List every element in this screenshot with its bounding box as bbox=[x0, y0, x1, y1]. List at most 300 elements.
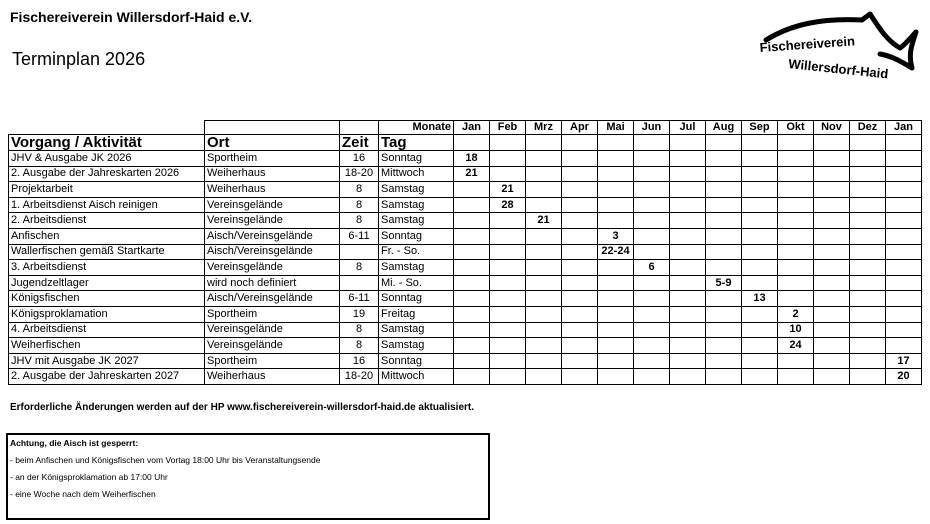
cell-month-date bbox=[886, 306, 922, 322]
cell-month-date bbox=[562, 182, 598, 198]
page-title: Terminplan 2026 bbox=[12, 49, 146, 69]
cell-month-date bbox=[850, 228, 886, 244]
cell-ort: Sportheim bbox=[205, 151, 340, 167]
cell-month-date bbox=[814, 353, 850, 369]
cell-ort: Weiherhaus bbox=[205, 369, 340, 385]
cell-month-date: 2 bbox=[778, 306, 814, 322]
cell-month-date bbox=[850, 369, 886, 385]
cell-month-date bbox=[526, 151, 562, 167]
cell-month-date bbox=[670, 369, 706, 385]
fish-logo-icon bbox=[752, 6, 922, 84]
cell-month-date bbox=[814, 260, 850, 276]
cell-vorgang: Weiherfischen bbox=[9, 338, 205, 354]
cell-month-date bbox=[886, 260, 922, 276]
cell-month-date bbox=[814, 151, 850, 167]
cell-month-date bbox=[778, 151, 814, 167]
cell-month-date bbox=[526, 166, 562, 182]
table-row bbox=[9, 291, 922, 307]
cell-month-date bbox=[562, 306, 598, 322]
cell-month-date bbox=[778, 353, 814, 369]
cell-month-date bbox=[742, 151, 778, 167]
cell-month-date bbox=[886, 228, 922, 244]
cell-month-date bbox=[634, 338, 670, 354]
cell-month-date bbox=[814, 166, 850, 182]
table-row bbox=[9, 166, 922, 182]
cell-ort: Weiherhaus bbox=[205, 182, 340, 198]
cell-month-date bbox=[562, 244, 598, 260]
cell-month-date bbox=[670, 213, 706, 229]
cell-month-date bbox=[814, 369, 850, 385]
cell-vorgang: JHV & Ausgabe JK 2026 bbox=[9, 151, 205, 167]
blank-cell bbox=[850, 135, 886, 151]
cell-month-date bbox=[814, 244, 850, 260]
logo-text-line2: Willersdorf-Haid bbox=[787, 56, 889, 82]
cell-month-date bbox=[742, 369, 778, 385]
cell-month-date bbox=[634, 182, 670, 198]
cell-month-date bbox=[814, 322, 850, 338]
cell-month-date bbox=[526, 306, 562, 322]
notice-heading: Achtung, die Aisch ist gesperrt: bbox=[10, 438, 139, 448]
cell-month-date bbox=[670, 166, 706, 182]
cell-tag: Samstag bbox=[379, 182, 454, 198]
cell-month-date bbox=[778, 244, 814, 260]
cell-tag: Sonntag bbox=[379, 291, 454, 307]
cell-month-date bbox=[778, 369, 814, 385]
cell-month-date bbox=[778, 213, 814, 229]
cell-month-date bbox=[742, 166, 778, 182]
cell-month-date bbox=[598, 322, 634, 338]
cell-month-date bbox=[706, 151, 742, 167]
cell-month-date bbox=[850, 353, 886, 369]
cell-month-date bbox=[526, 228, 562, 244]
cell-zeit: 19 bbox=[340, 306, 379, 322]
cell-month-date bbox=[634, 275, 670, 291]
blank-cell bbox=[205, 121, 340, 135]
cell-zeit: 16 bbox=[340, 353, 379, 369]
table-row bbox=[9, 182, 922, 198]
cell-month-date bbox=[850, 197, 886, 213]
cell-month-date bbox=[490, 166, 526, 182]
table-row bbox=[9, 322, 922, 338]
cell-month-date bbox=[490, 338, 526, 354]
cell-month-date bbox=[454, 306, 490, 322]
cell-month-date bbox=[742, 182, 778, 198]
cell-month-date bbox=[562, 151, 598, 167]
cell-month-date bbox=[778, 228, 814, 244]
cell-month-date bbox=[886, 244, 922, 260]
table-row bbox=[9, 369, 922, 385]
cell-ort: Vereinsgelände bbox=[205, 213, 340, 229]
cell-vorgang: 2. Ausgabe der Jahreskarten 2027 bbox=[9, 369, 205, 385]
cell-month-date bbox=[742, 260, 778, 276]
header-row-months bbox=[9, 121, 922, 135]
cell-month-date bbox=[742, 228, 778, 244]
cell-month-date bbox=[742, 275, 778, 291]
cell-month-date bbox=[670, 338, 706, 354]
cell-month-date: 17 bbox=[886, 353, 922, 369]
cell-month-date bbox=[562, 291, 598, 307]
cell-month-date bbox=[850, 291, 886, 307]
cell-tag: Samstag bbox=[379, 197, 454, 213]
cell-zeit: 8 bbox=[340, 338, 379, 354]
blank-cell bbox=[454, 135, 490, 151]
cell-zeit: 8 bbox=[340, 197, 379, 213]
cell-month-date bbox=[778, 291, 814, 307]
cell-month-date bbox=[454, 338, 490, 354]
cell-month-date bbox=[850, 275, 886, 291]
cell-month-date bbox=[490, 369, 526, 385]
cell-month-date bbox=[706, 166, 742, 182]
cell-month-date bbox=[886, 197, 922, 213]
cell-month-date bbox=[490, 306, 526, 322]
cell-month-date bbox=[454, 260, 490, 276]
cell-zeit: 18-20 bbox=[340, 369, 379, 385]
cell-month-date bbox=[598, 213, 634, 229]
cell-month-date: 21 bbox=[490, 182, 526, 198]
cell-month-date bbox=[598, 260, 634, 276]
cell-month-date bbox=[778, 182, 814, 198]
cell-month-date bbox=[634, 213, 670, 229]
cell-month-date bbox=[634, 369, 670, 385]
cell-month-date: 22-24 bbox=[598, 244, 634, 260]
cell-vorgang: Königsfischen bbox=[9, 291, 205, 307]
cell-month-date bbox=[670, 306, 706, 322]
footer-note: Erforderliche Änderungen werden auf der HP www.fischereiverein-willersdorf-haid.de aktualisiert. bbox=[10, 402, 475, 413]
column-header-zeit: Zeit bbox=[340, 135, 379, 151]
cell-month-date: 10 bbox=[778, 322, 814, 338]
cell-month-date bbox=[850, 260, 886, 276]
cell-zeit bbox=[340, 244, 379, 260]
table-row bbox=[9, 244, 922, 260]
blank-cell bbox=[490, 135, 526, 151]
table-row bbox=[9, 353, 922, 369]
blank-cell bbox=[778, 135, 814, 151]
cell-month-date bbox=[634, 166, 670, 182]
cell-vorgang: Anfischen bbox=[9, 228, 205, 244]
cell-ort: Vereinsgelände bbox=[205, 322, 340, 338]
month-header: Okt bbox=[778, 121, 814, 135]
column-header-ort: Ort bbox=[205, 135, 340, 151]
month-header: Sep bbox=[742, 121, 778, 135]
cell-month-date bbox=[706, 260, 742, 276]
column-header-vorgang: Vorgang / Aktivität bbox=[9, 135, 205, 151]
cell-month-date bbox=[526, 182, 562, 198]
cell-month-date bbox=[886, 151, 922, 167]
cell-month-date bbox=[670, 322, 706, 338]
cell-month-date bbox=[670, 260, 706, 276]
cell-month-date bbox=[598, 291, 634, 307]
cell-ort: wird noch definiert bbox=[205, 275, 340, 291]
cell-zeit: 6-11 bbox=[340, 291, 379, 307]
cell-tag: Fr. - So. bbox=[379, 244, 454, 260]
cell-month-date bbox=[562, 369, 598, 385]
cell-month-date bbox=[670, 151, 706, 167]
cell-month-date bbox=[634, 228, 670, 244]
cell-month-date bbox=[490, 151, 526, 167]
month-header: Nov bbox=[814, 121, 850, 135]
cell-zeit: 18-20 bbox=[340, 166, 379, 182]
cell-tag: Freitag bbox=[379, 306, 454, 322]
cell-zeit: 8 bbox=[340, 182, 379, 198]
cell-month-date bbox=[526, 322, 562, 338]
cell-vorgang: 2. Arbeitsdienst bbox=[9, 213, 205, 229]
cell-month-date bbox=[526, 244, 562, 260]
notice-item: - an der Königsproklamation ab 17:00 Uhr bbox=[10, 472, 168, 482]
cell-zeit bbox=[340, 275, 379, 291]
cell-month-date bbox=[742, 353, 778, 369]
cell-month-date: 18 bbox=[454, 151, 490, 167]
header-row-columns bbox=[9, 135, 922, 151]
logo-text-line1: Fischereiverein bbox=[759, 33, 856, 55]
cell-month-date bbox=[886, 213, 922, 229]
cell-month-date bbox=[634, 306, 670, 322]
cell-tag: Samstag bbox=[379, 322, 454, 338]
cell-month-date bbox=[562, 260, 598, 276]
cell-month-date bbox=[706, 338, 742, 354]
cell-month-date bbox=[850, 338, 886, 354]
cell-tag: Mittwoch bbox=[379, 166, 454, 182]
cell-month-date bbox=[706, 228, 742, 244]
cell-month-date bbox=[490, 275, 526, 291]
cell-month-date bbox=[598, 369, 634, 385]
cell-month-date bbox=[814, 197, 850, 213]
cell-month-date: 13 bbox=[742, 291, 778, 307]
cell-month-date bbox=[778, 260, 814, 276]
cell-month-date bbox=[562, 166, 598, 182]
cell-month-date bbox=[634, 291, 670, 307]
cell-month-date bbox=[814, 213, 850, 229]
cell-month-date bbox=[742, 322, 778, 338]
cell-month-date bbox=[706, 369, 742, 385]
club-logo bbox=[752, 6, 922, 84]
cell-month-date bbox=[634, 353, 670, 369]
cell-month-date bbox=[562, 338, 598, 354]
cell-month-date bbox=[850, 306, 886, 322]
cell-month-date bbox=[598, 338, 634, 354]
cell-month-date bbox=[742, 306, 778, 322]
cell-tag: Mi. - So. bbox=[379, 275, 454, 291]
cell-month-date bbox=[634, 151, 670, 167]
cell-month-date bbox=[670, 353, 706, 369]
cell-zeit: 6-11 bbox=[340, 228, 379, 244]
cell-month-date bbox=[634, 244, 670, 260]
cell-month-date bbox=[670, 228, 706, 244]
cell-month-date bbox=[598, 151, 634, 167]
month-header: Jan bbox=[886, 121, 922, 135]
month-header: Jul bbox=[670, 121, 706, 135]
cell-tag: Samstag bbox=[379, 260, 454, 276]
month-header: Mrz bbox=[526, 121, 562, 135]
cell-month-date bbox=[706, 322, 742, 338]
cell-month-date bbox=[634, 322, 670, 338]
cell-month-date bbox=[850, 213, 886, 229]
notice-item: - eine Woche nach dem Weiherfischen bbox=[10, 489, 156, 499]
cell-month-date bbox=[454, 244, 490, 260]
cell-month-date bbox=[598, 197, 634, 213]
cell-month-date bbox=[526, 197, 562, 213]
cell-ort: Vereinsgelände bbox=[205, 338, 340, 354]
cell-month-date bbox=[850, 182, 886, 198]
cell-zeit: 8 bbox=[340, 322, 379, 338]
cell-month-date: 28 bbox=[490, 197, 526, 213]
cell-month-date bbox=[742, 244, 778, 260]
cell-month-date bbox=[706, 291, 742, 307]
cell-month-date bbox=[454, 275, 490, 291]
cell-vorgang: 4. Arbeitsdienst bbox=[9, 322, 205, 338]
cell-tag: Mittwoch bbox=[379, 369, 454, 385]
cell-vorgang: 1. Arbeitsdienst Aisch reinigen bbox=[9, 197, 205, 213]
cell-month-date bbox=[526, 353, 562, 369]
cell-month-date bbox=[598, 353, 634, 369]
cell-month-date bbox=[886, 338, 922, 354]
cell-month-date bbox=[814, 275, 850, 291]
cell-month-date bbox=[814, 306, 850, 322]
cell-vorgang: 2. Ausgabe der Jahreskarten 2026 bbox=[9, 166, 205, 182]
cell-month-date bbox=[598, 275, 634, 291]
cell-vorgang: Jugendzeltlager bbox=[9, 275, 205, 291]
blank-cell bbox=[562, 135, 598, 151]
cell-month-date bbox=[706, 197, 742, 213]
blank-cell bbox=[670, 135, 706, 151]
cell-tag: Samstag bbox=[379, 213, 454, 229]
cell-month-date bbox=[670, 291, 706, 307]
table-row bbox=[9, 275, 922, 291]
cell-month-date bbox=[526, 338, 562, 354]
cell-zeit: 8 bbox=[340, 260, 379, 276]
cell-month-date bbox=[670, 182, 706, 198]
cell-month-date bbox=[706, 182, 742, 198]
cell-month-date bbox=[706, 353, 742, 369]
cell-month-date bbox=[850, 166, 886, 182]
cell-month-date bbox=[886, 322, 922, 338]
cell-month-date bbox=[598, 182, 634, 198]
cell-month-date bbox=[598, 166, 634, 182]
club-name: Fischereiverein Willersdorf-Haid e.V. bbox=[10, 9, 253, 25]
cell-month-date bbox=[814, 182, 850, 198]
month-header: Jun bbox=[634, 121, 670, 135]
cell-month-date bbox=[562, 275, 598, 291]
cell-ort: Weiherhaus bbox=[205, 166, 340, 182]
month-header: Apr bbox=[562, 121, 598, 135]
blank-cell bbox=[742, 135, 778, 151]
month-header: Mai bbox=[598, 121, 634, 135]
blank-cell bbox=[9, 121, 205, 135]
table-row bbox=[9, 151, 922, 167]
blank-cell bbox=[886, 135, 922, 151]
cell-month-date bbox=[814, 338, 850, 354]
blank-cell bbox=[706, 135, 742, 151]
blank-cell bbox=[526, 135, 562, 151]
table-row bbox=[9, 306, 922, 322]
cell-month-date bbox=[814, 228, 850, 244]
cell-tag: Sonntag bbox=[379, 151, 454, 167]
cell-vorgang: Königsproklamation bbox=[9, 306, 205, 322]
cell-month-date bbox=[562, 228, 598, 244]
table-row bbox=[9, 213, 922, 229]
cell-ort: Aisch/Vereinsgelände bbox=[205, 244, 340, 260]
cell-month-date bbox=[454, 228, 490, 244]
cell-month-date: 24 bbox=[778, 338, 814, 354]
cell-vorgang: Wallerfischen gemäß Startkarte bbox=[9, 244, 205, 260]
table-row bbox=[9, 338, 922, 354]
cell-month-date bbox=[778, 275, 814, 291]
cell-tag: Sonntag bbox=[379, 353, 454, 369]
month-header: Feb bbox=[490, 121, 526, 135]
cell-month-date bbox=[886, 275, 922, 291]
cell-month-date bbox=[886, 182, 922, 198]
cell-vorgang: JHV mit Ausgabe JK 2027 bbox=[9, 353, 205, 369]
table-row bbox=[9, 260, 922, 276]
cell-month-date bbox=[562, 213, 598, 229]
cell-month-date bbox=[778, 166, 814, 182]
cell-month-date bbox=[706, 213, 742, 229]
month-header: Aug bbox=[706, 121, 742, 135]
column-header-tag: Tag bbox=[379, 135, 454, 151]
cell-tag: Sonntag bbox=[379, 228, 454, 244]
cell-zeit: 8 bbox=[340, 213, 379, 229]
cell-month-date bbox=[454, 291, 490, 307]
cell-month-date bbox=[706, 244, 742, 260]
blank-cell bbox=[340, 121, 379, 135]
cell-ort: Aisch/Vereinsgelände bbox=[205, 228, 340, 244]
cell-month-date bbox=[670, 275, 706, 291]
schedule-table bbox=[8, 120, 922, 385]
notice-box bbox=[6, 433, 490, 520]
cell-month-date bbox=[490, 228, 526, 244]
month-header: Jan bbox=[454, 121, 490, 135]
cell-month-date bbox=[454, 353, 490, 369]
cell-month-date bbox=[490, 322, 526, 338]
cell-month-date bbox=[742, 197, 778, 213]
cell-month-date bbox=[670, 244, 706, 260]
cell-month-date: 21 bbox=[526, 213, 562, 229]
cell-month-date bbox=[490, 353, 526, 369]
cell-month-date bbox=[526, 260, 562, 276]
cell-month-date: 6 bbox=[634, 260, 670, 276]
table-row bbox=[9, 197, 922, 213]
cell-vorgang: Projektarbeit bbox=[9, 182, 205, 198]
cell-month-date: 21 bbox=[454, 166, 490, 182]
cell-month-date bbox=[454, 182, 490, 198]
blank-cell bbox=[598, 135, 634, 151]
cell-month-date bbox=[670, 197, 706, 213]
cell-month-date bbox=[562, 322, 598, 338]
cell-month-date bbox=[526, 275, 562, 291]
cell-month-date bbox=[886, 291, 922, 307]
cell-month-date bbox=[778, 197, 814, 213]
cell-month-date bbox=[706, 306, 742, 322]
monate-label: Monate bbox=[379, 121, 454, 135]
cell-month-date bbox=[526, 291, 562, 307]
cell-tag: Samstag bbox=[379, 338, 454, 354]
cell-ort: Aisch/Vereinsgelände bbox=[205, 291, 340, 307]
cell-month-date bbox=[634, 197, 670, 213]
cell-month-date bbox=[562, 353, 598, 369]
cell-month-date bbox=[742, 213, 778, 229]
cell-month-date: 3 bbox=[598, 228, 634, 244]
cell-month-date bbox=[886, 166, 922, 182]
cell-month-date bbox=[490, 260, 526, 276]
cell-month-date bbox=[742, 338, 778, 354]
cell-ort: Vereinsgelände bbox=[205, 197, 340, 213]
cell-month-date bbox=[454, 197, 490, 213]
blank-cell bbox=[634, 135, 670, 151]
cell-ort: Vereinsgelände bbox=[205, 260, 340, 276]
month-header: Dez bbox=[850, 121, 886, 135]
cell-month-date: 5-9 bbox=[706, 275, 742, 291]
cell-month-date bbox=[850, 322, 886, 338]
cell-month-date bbox=[454, 322, 490, 338]
